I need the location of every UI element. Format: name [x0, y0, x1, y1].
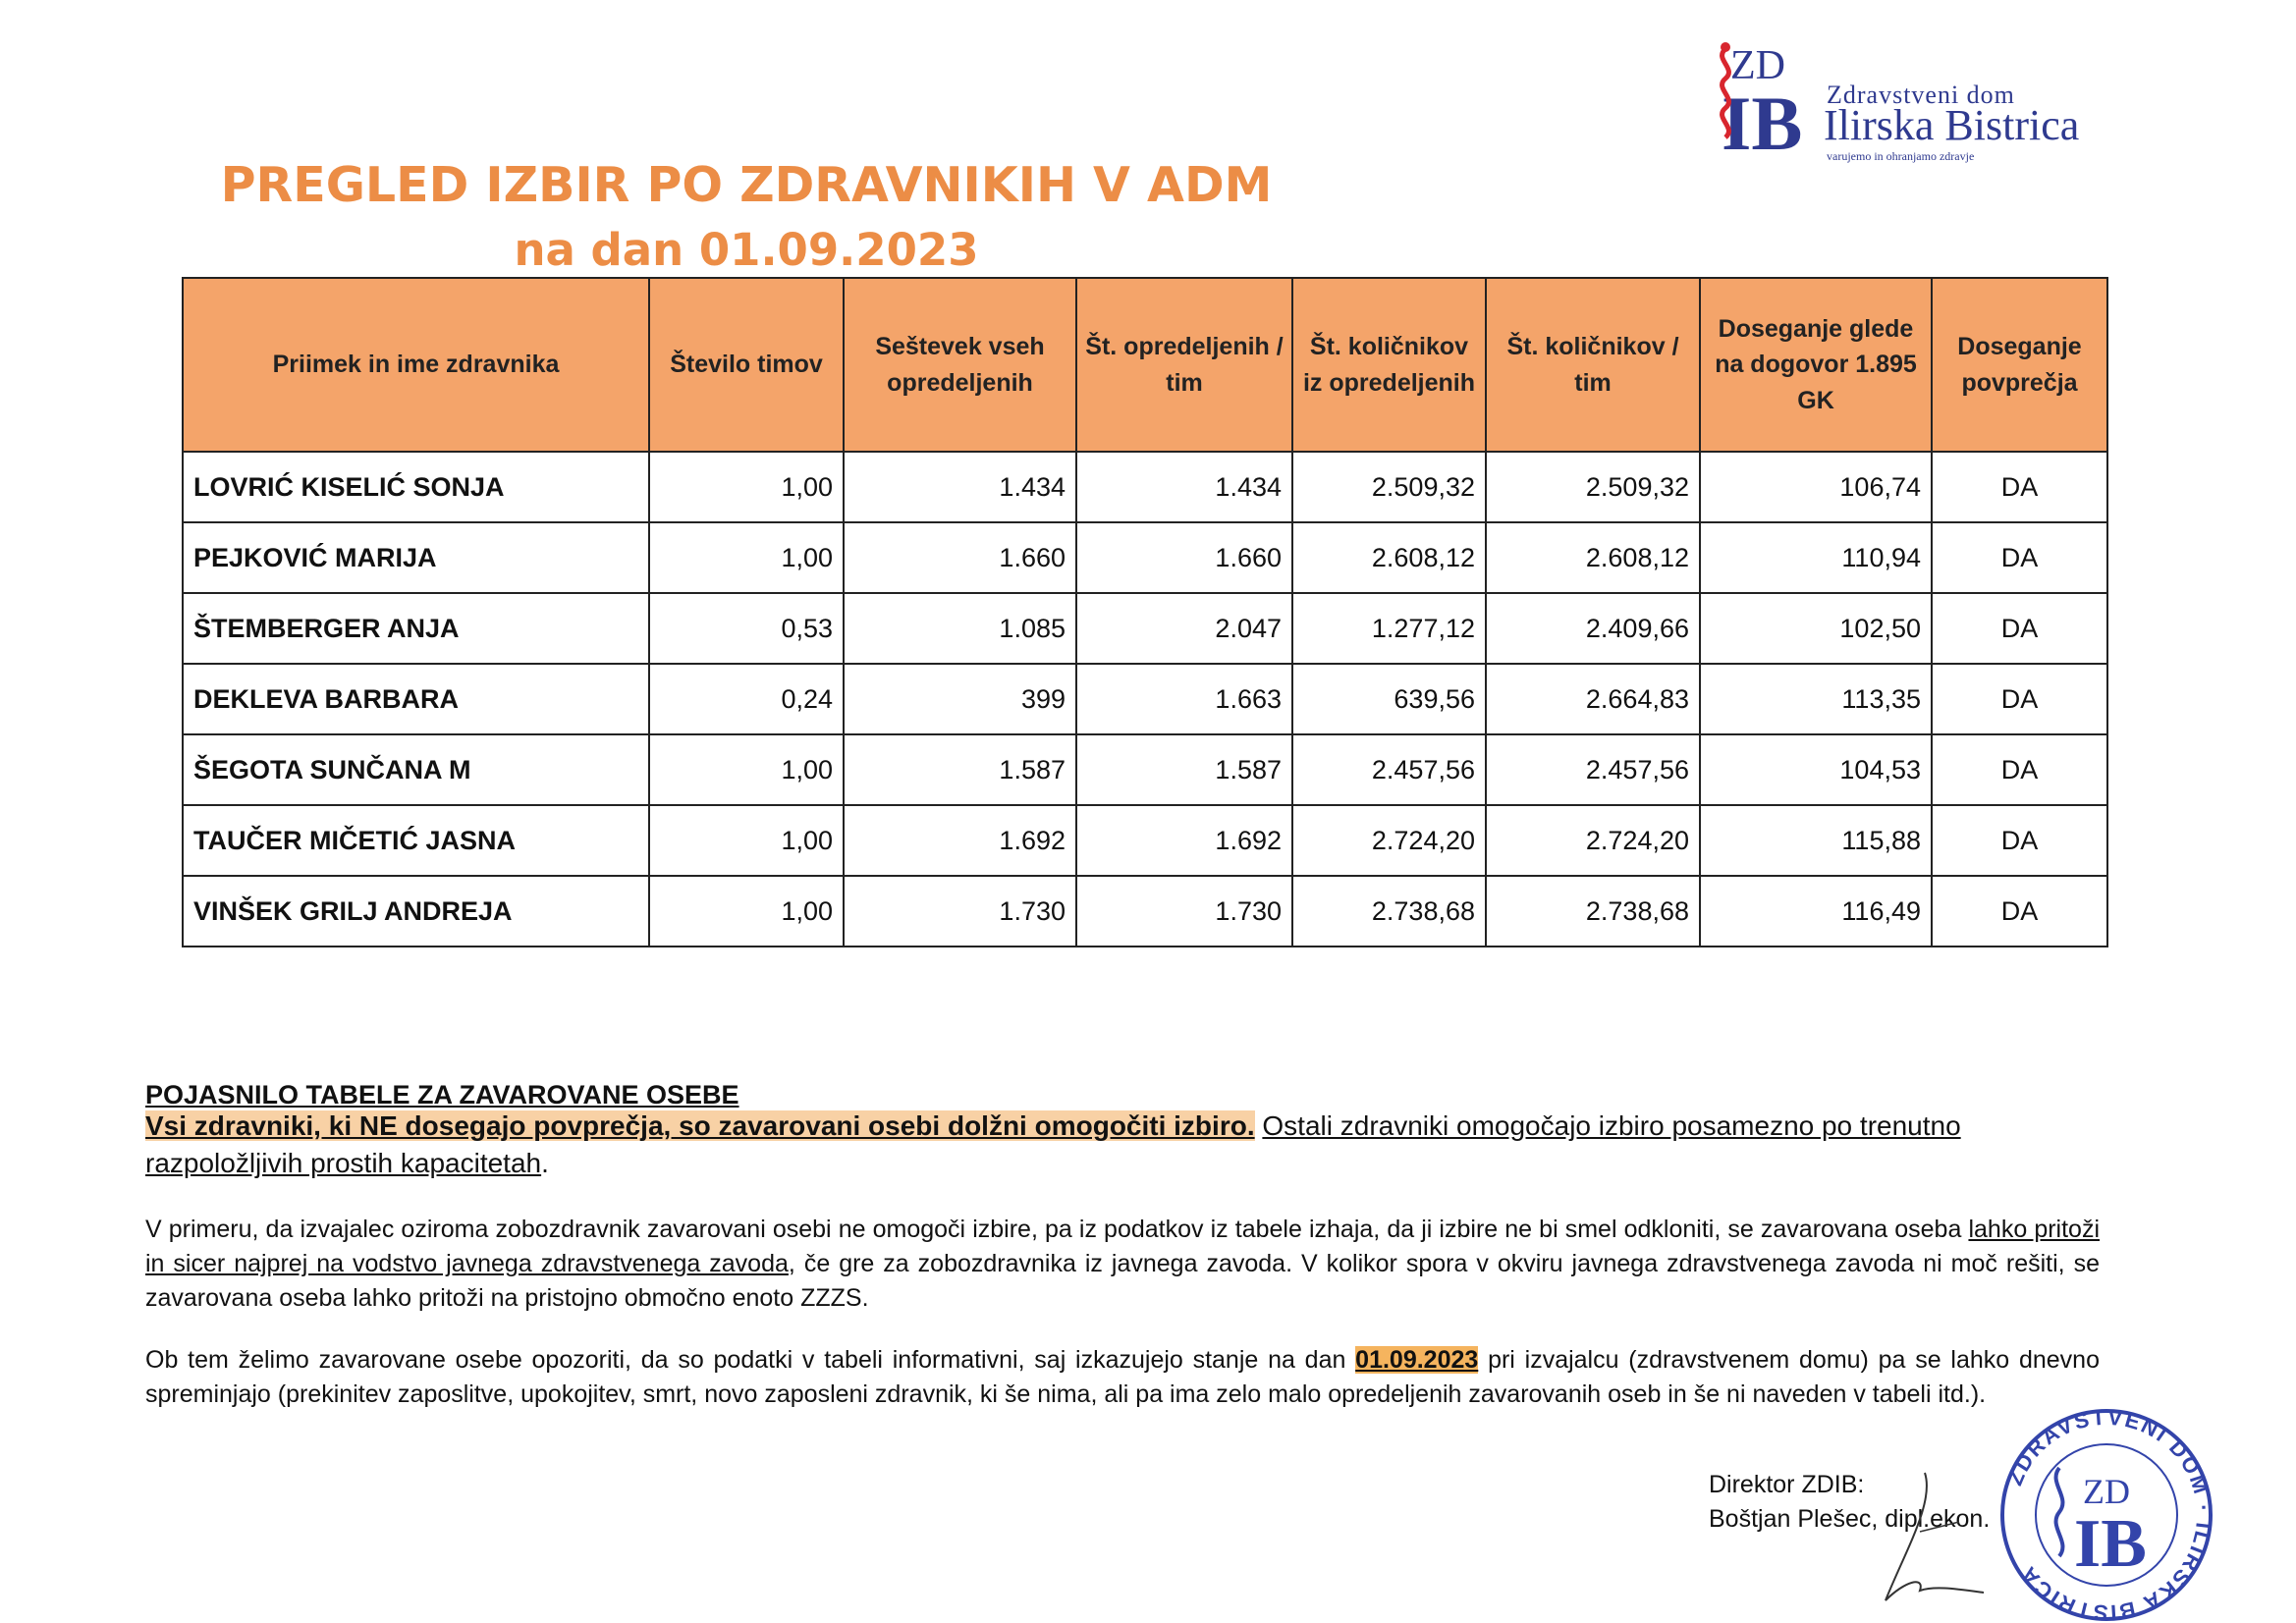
cell-sum: 1.434	[844, 452, 1076, 522]
cell-quotients-per-team: 2.608,12	[1486, 522, 1700, 593]
header-sum: Seštevek vseh opredeljenih	[844, 278, 1076, 452]
explanation-rest: Ostali zdravniki omogočajo izbiro posamezno po trenutno razpoložljivih prostih kapacitetah	[145, 1110, 1961, 1178]
cell-reach: 115,88	[1700, 805, 1932, 876]
director-name: Boštjan Plešec, dipl.ekon.	[1709, 1505, 1991, 1533]
document-subtitle: na dan 01.09.2023	[514, 224, 979, 276]
cell-quotients: 2.724,20	[1292, 805, 1486, 876]
logo-text-line1: Zdravstveni dom	[1827, 81, 2015, 109]
header-reach-average: Doseganje povprečja	[1932, 278, 2107, 452]
table-row	[183, 593, 2107, 664]
cell-name: VINŠEK GRILJ ANDREJA	[183, 876, 649, 947]
cell-per-team: 1.660	[1076, 522, 1292, 593]
paragraph2-part-b: , če gre za zobozdravnika iz javnega zavoda. V kolikor spora v okviru javnega zdravstvenega zavoda ni moč rešiti, se zavarovana oseba lahko pritoži na pristojno območno enoto ZZZS.	[145, 1250, 2100, 1312]
cell-average: DA	[1932, 452, 2107, 522]
cell-per-team: 2.047	[1076, 593, 1292, 664]
explanation-highlight: Vsi zdravniki, ki NE dosegajo povprečja, so zavarovani osebi dolžni omogočiti izbiro.	[145, 1110, 1255, 1141]
cell-quotients-per-team: 2.409,66	[1486, 593, 1700, 664]
cell-quotients-per-team: 2.724,20	[1486, 805, 1700, 876]
cell-quotients-per-team: 2.738,68	[1486, 876, 1700, 947]
cell-average: DA	[1932, 805, 2107, 876]
cell-quotients-per-team: 2.664,83	[1486, 664, 1700, 734]
organization-logo	[1704, 39, 2116, 163]
cell-reach: 102,50	[1700, 593, 1932, 664]
cell-average: DA	[1932, 664, 2107, 734]
cell-sum: 1.730	[844, 876, 1076, 947]
cell-per-team: 1.730	[1076, 876, 1292, 947]
cell-reach: 104,53	[1700, 734, 1932, 805]
cell-quotients: 2.608,12	[1292, 522, 1486, 593]
official-stamp	[1989, 1409, 2224, 1623]
doctor-selection-table	[182, 277, 2108, 947]
cell-quotients: 639,56	[1292, 664, 1486, 734]
table-row	[183, 876, 2107, 947]
table-header-row	[183, 278, 2107, 452]
cell-quotients: 2.738,68	[1292, 876, 1486, 947]
header-per-team: Št. opredeljenih / tim	[1076, 278, 1292, 452]
cell-name: ŠEGOTA SUNČANA M	[183, 734, 649, 805]
cell-average: DA	[1932, 876, 2107, 947]
paragraph2-part-a: V primeru, da izvajalec oziroma zobozdravnik zavarovani osebi ne omogoči izbire, pa iz podatkov iz tabele izhaja, da ji izbire ne bi smel odkloniti, se zavarovana oseba	[145, 1216, 1969, 1243]
cell-quotients: 2.457,56	[1292, 734, 1486, 805]
cell-quotients-per-team: 2.457,56	[1486, 734, 1700, 805]
cell-quotients: 2.509,32	[1292, 452, 1486, 522]
handwritten-signature	[1866, 1463, 2003, 1620]
svg-text:IB: IB	[1722, 81, 1803, 157]
cell-name: PEJKOVIĆ MARIJA	[183, 522, 649, 593]
svg-text:ZD: ZD	[2083, 1472, 2130, 1511]
cell-per-team: 1.663	[1076, 664, 1292, 734]
document-title: PREGLED IZBIR PO ZDRAVNIKIH V ADM	[220, 157, 1273, 213]
paragraph2-underlined: lahko pritoži in sicer najprej na vodstvo javnega zdravstvenega zavoda	[145, 1216, 2101, 1277]
table-row	[183, 452, 2107, 522]
table-row	[183, 805, 2107, 876]
cell-reach: 116,49	[1700, 876, 1932, 947]
cell-teams: 1,00	[649, 805, 844, 876]
director-label: Direktor ZDIB:	[1709, 1471, 1865, 1498]
cell-sum: 399	[844, 664, 1076, 734]
complaint-paragraph	[145, 1213, 2100, 1316]
cell-average: DA	[1932, 522, 2107, 593]
cell-teams: 1,00	[649, 522, 844, 593]
cell-per-team: 1.692	[1076, 805, 1292, 876]
cell-teams: 0,53	[649, 593, 844, 664]
header-reach-agreement: Doseganje glede na dogovor 1.895 GK	[1700, 278, 1932, 452]
header-quotients-per-team: Št. količnikov / tim	[1486, 278, 1700, 452]
cell-per-team: 1.587	[1076, 734, 1292, 805]
cell-teams: 1,00	[649, 876, 844, 947]
logo-emblem	[1704, 39, 1827, 157]
cell-teams: 1,00	[649, 452, 844, 522]
table-row	[183, 522, 2107, 593]
cell-reach: 113,35	[1700, 664, 1932, 734]
explanation-text	[145, 1108, 2100, 1182]
header-teams: Število timov	[649, 278, 844, 452]
svg-text:ZD: ZD	[1730, 43, 1785, 88]
cell-quotients: 1.277,12	[1292, 593, 1486, 664]
cell-sum: 1.692	[844, 805, 1076, 876]
cell-sum: 1.587	[844, 734, 1076, 805]
cell-teams: 0,24	[649, 664, 844, 734]
cell-reach: 106,74	[1700, 452, 1932, 522]
cell-name: TAUČER MIČETIĆ JASNA	[183, 805, 649, 876]
cell-name: LOVRIĆ KISELIĆ SONJA	[183, 452, 649, 522]
cell-sum: 1.660	[844, 522, 1076, 593]
paragraph3-date: 01.09.2023	[1355, 1346, 1479, 1374]
explanation-end: .	[541, 1148, 549, 1178]
explanation-heading: POJASNILO TABELE ZA ZAVAROVANE OSEBE	[145, 1080, 739, 1109]
header-quotients: Št. količnikov iz opredeljenih	[1292, 278, 1486, 452]
svg-text:ZDRAVSTVENI DOM · ILIRSKA BIST: ZDRAVSTVENI DOM · ILIRSKA BISTRICA	[2001, 1409, 2217, 1623]
cell-sum: 1.085	[844, 593, 1076, 664]
disclaimer-paragraph	[145, 1343, 2100, 1412]
svg-text:IB: IB	[2074, 1506, 2147, 1582]
paragraph3-part-a: Ob tem želimo zavarovane osebe opozoriti, da so podatki v tabeli informativni, saj izkazujejo stanje na dan	[145, 1346, 1356, 1374]
logo-tagline: varujemo in ohranjamo zdravje	[1827, 149, 1975, 163]
paragraph3-part-b: pri izvajalcu (zdravstvenem domu) pa se lahko dnevno spreminjajo (prekinitev zaposlitve, upokojitev, smrt, novo zaposleni zdravnik, ki še nima, ali pa ima zelo malo opredeljenih zavarovanih oseb in še ni naveden v tabeli itd.).	[145, 1346, 2100, 1408]
cell-reach: 110,94	[1700, 522, 1932, 593]
cell-teams: 1,00	[649, 734, 844, 805]
cell-name: DEKLEVA BARBARA	[183, 664, 649, 734]
header-name: Priimek in ime zdravnika	[183, 278, 649, 452]
cell-name: ŠTEMBERGER ANJA	[183, 593, 649, 664]
cell-average: DA	[1932, 593, 2107, 664]
logo-text-line2: Ilirska Bistrica	[1824, 101, 2080, 149]
cell-average: DA	[1932, 734, 2107, 805]
cell-per-team: 1.434	[1076, 452, 1292, 522]
table-row	[183, 664, 2107, 734]
table-row	[183, 734, 2107, 805]
cell-quotients-per-team: 2.509,32	[1486, 452, 1700, 522]
